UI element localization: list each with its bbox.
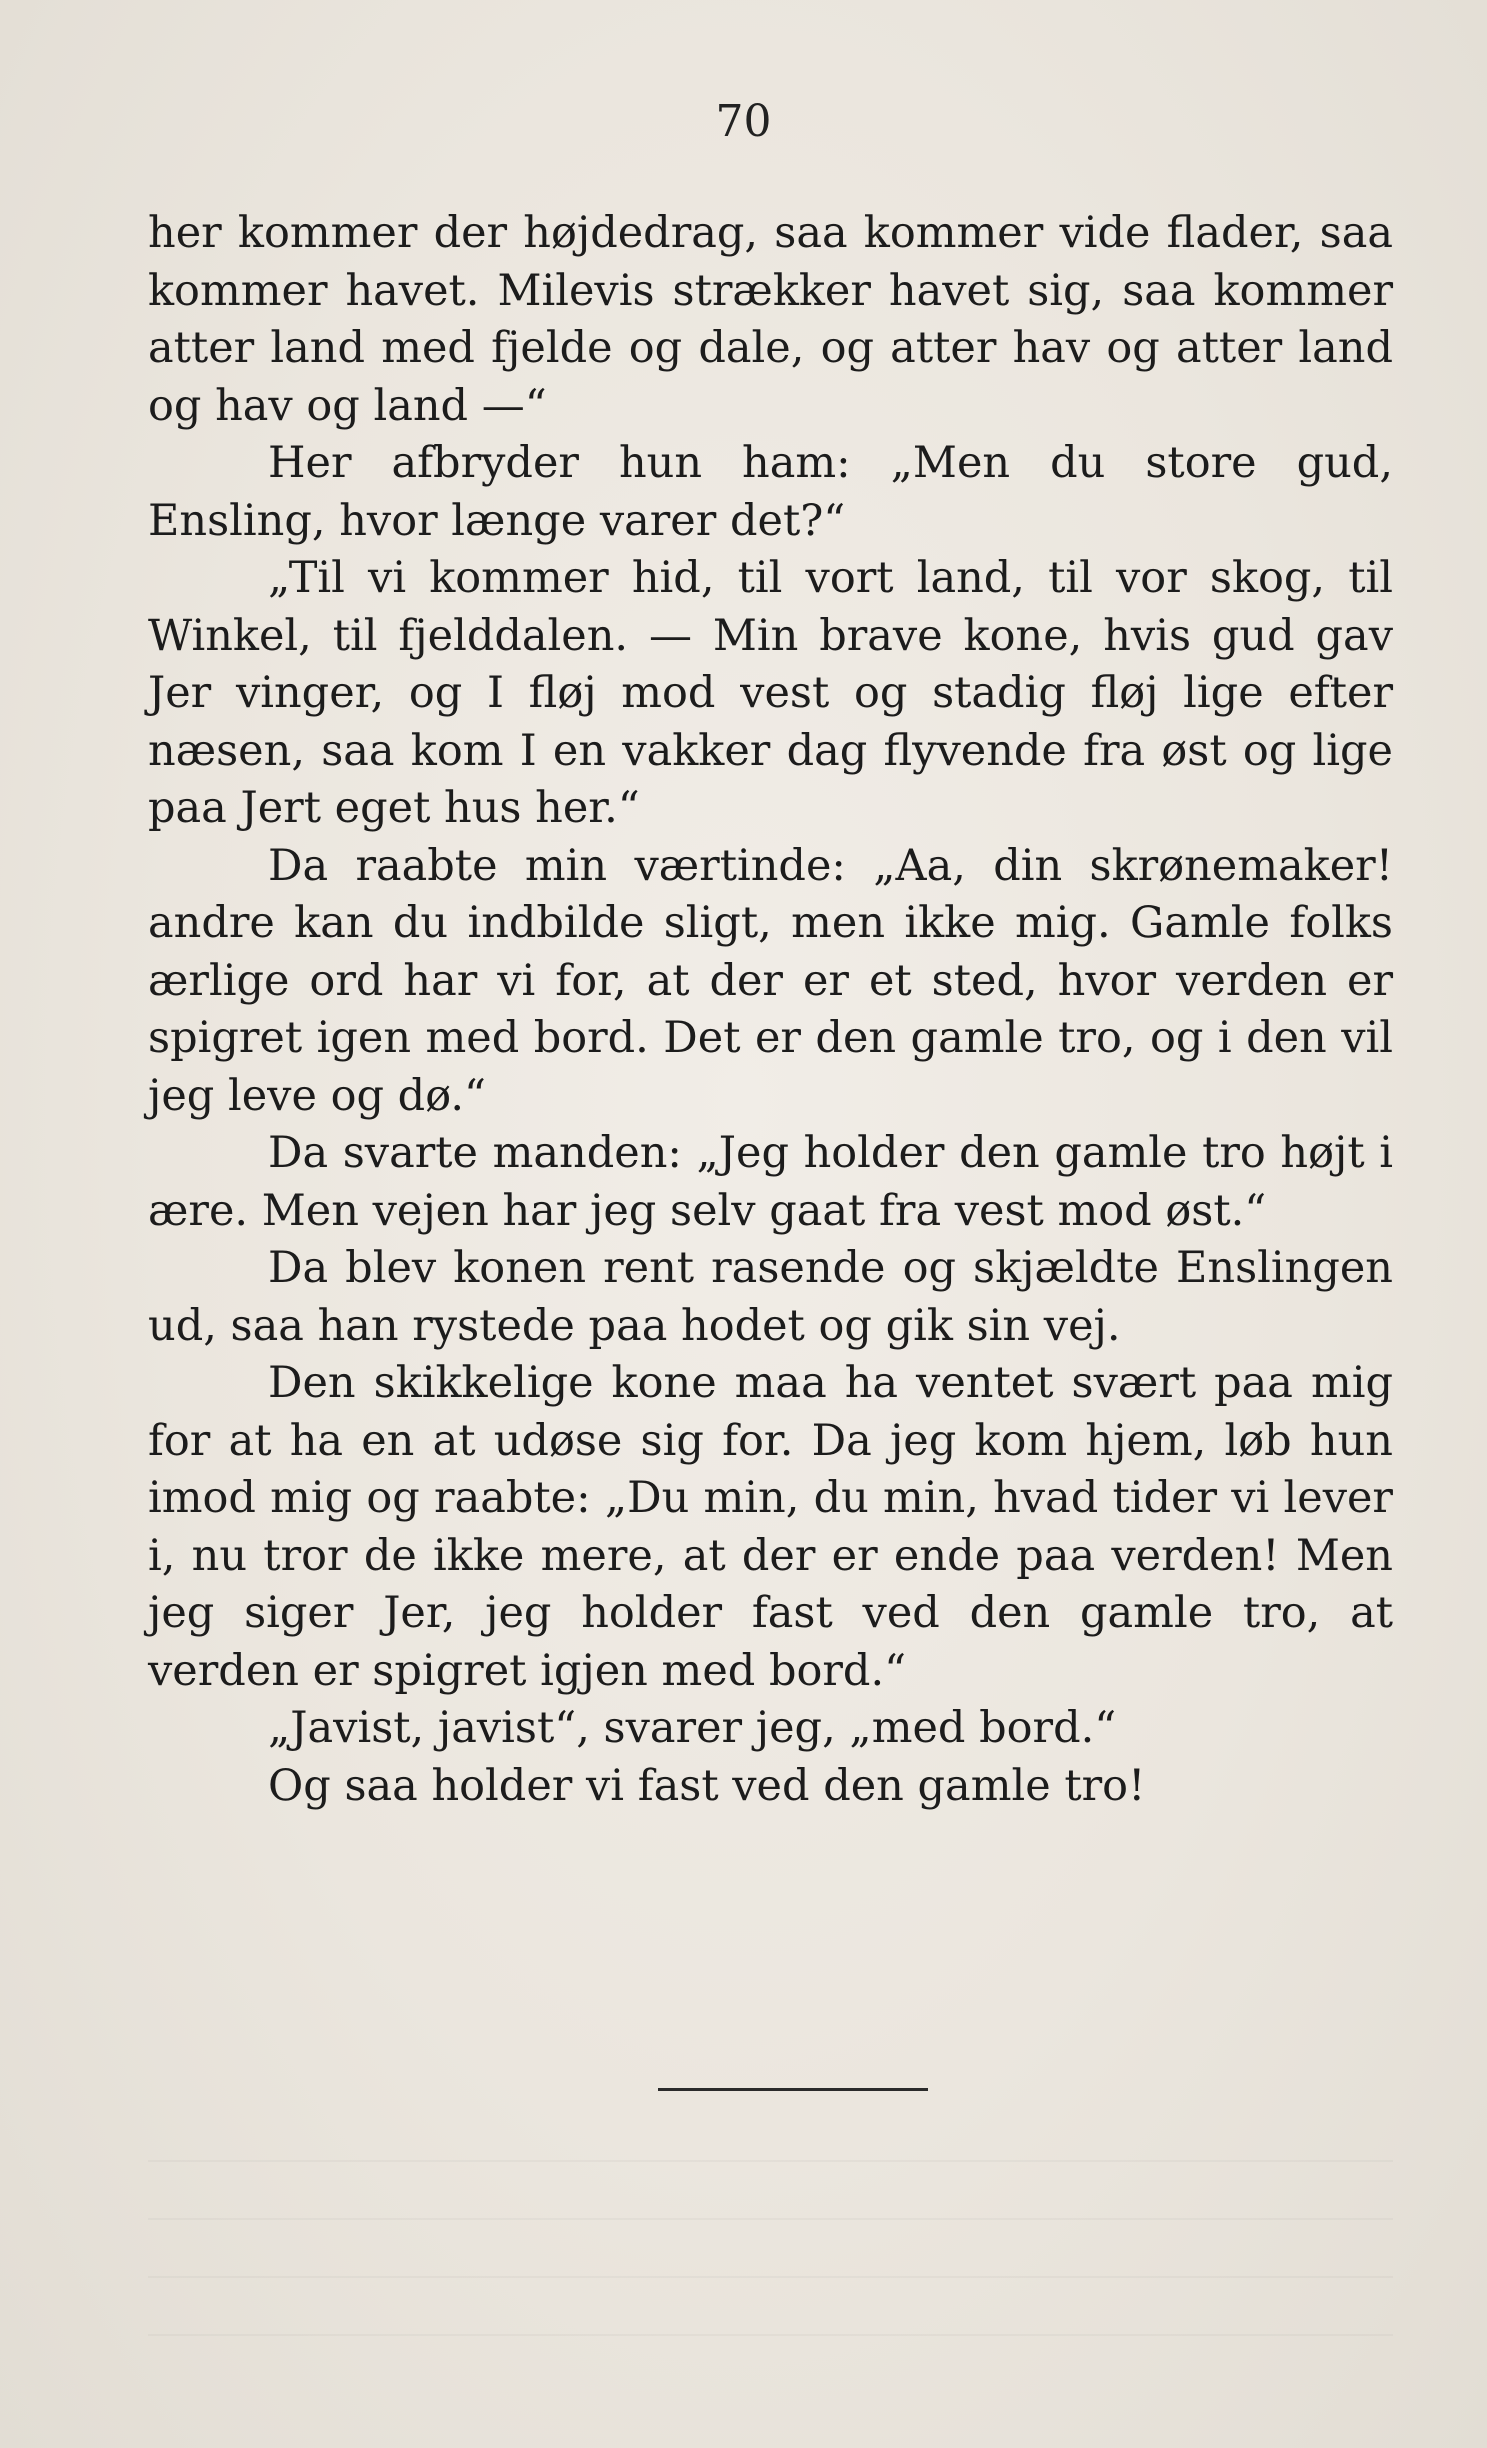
- paragraph: „Til vi kommer hid, til vort land, til vor skog, til Winkel, til fjelddalen. — Min brave kone, hvis gud gav Jer vinger, og I fløj mod vest og stadig fløj lige efter næsen, saa kom I en vakker dag flyvende fra øst og lige paa Jert eget hus her.“: [148, 553, 1393, 833]
- end-rule: [658, 2088, 928, 2091]
- paragraph: Da blev konen rent rasende og skjældte Enslingen ud, saa han rystede paa hodet og gik sin vej.: [148, 1243, 1393, 1351]
- paragraph: Her afbryder hun ham: „Men du store gud, Ensling, hvor længe varer det?“: [148, 438, 1393, 546]
- paragraph: Da raabte min værtinde: „Aa, din skrønemaker! andre kan du indbilde sligt, men ikke mig. Gamle folks ærlige ord har vi for, at der er et sted, hvor verden er spigret igen med bord. Det er den gamle tro, og i den vil jeg leve og dø.“: [148, 840, 1393, 1121]
- paragraph: Og saa holder vi fast ved den gamle tro!: [268, 1760, 1146, 1811]
- show-through-texture: [148, 2160, 1393, 2360]
- paragraph: Den skikkelige kone maa ha ventet svært paa mig for at ha en at udøse sig for. Da jeg kom hjem, løb hun imod mig og raabte: „Du min, du min, hvad tider vi lever i, nu tror de ikke mere, at der er ende paa verden! Men jeg siger Jer, jeg holder fast ved den gamle tro, at verden er spigret igjen med bord.“: [148, 1358, 1393, 1696]
- paragraph: „Javist, javist“, svarer jeg, „med bord.“: [268, 1703, 1117, 1753]
- paragraph: her kommer der højdedrag, saa kommer vide flader, saa kommer havet. Milevis strækker havet sig, saa kommer atter land med fjelde og dale, og atter hav og atter land og hav og land —“: [148, 208, 1393, 431]
- body-text: [148, 205, 1393, 1815]
- page-number: 70: [715, 96, 772, 147]
- paragraph: Da svarte manden: „Jeg holder den gamle tro højt i ære. Men vejen har jeg selv gaat fra vest mod øst.“: [148, 1128, 1393, 1236]
